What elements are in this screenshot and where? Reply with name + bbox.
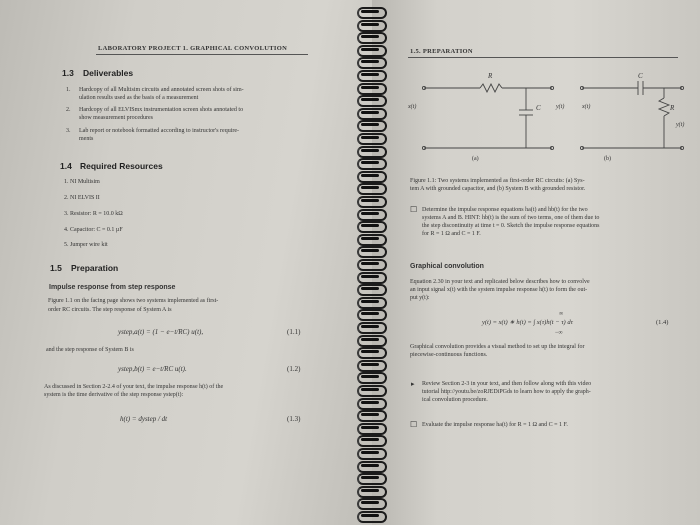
binding-ring — [355, 182, 385, 193]
section-1-3-title: Deliverables — [83, 68, 134, 78]
binding-ring — [355, 271, 385, 282]
figure-caption-line-a: Figure 1.1: Two systems implemented as first-order RC circuits: (a) Sys- — [410, 178, 585, 184]
deliverable-3-number: 3. — [66, 128, 71, 134]
equation-1-1-number: (1.1) — [287, 328, 301, 336]
resource-1: 1. NI Multisim — [64, 179, 100, 185]
binding-ring — [355, 245, 385, 256]
circuit-b-output-label: y(t) — [676, 122, 685, 128]
binding-ring — [355, 19, 385, 30]
para-1-line-b: order RC circuits. The step response of System A is — [48, 307, 172, 313]
right-running-header: 1.5. PREPARATION — [410, 48, 473, 55]
figure-caption-line-b: tem A with grounded capacitor, and (b) System B with grounded resistor. — [410, 186, 586, 192]
header-rule — [96, 54, 308, 55]
deliverable-2-line-b: show measurement procedures — [79, 115, 153, 121]
task-2-text: Evaluate the impulse response ha(t) for R = 1 Ω and C = 1 F. — [422, 422, 568, 428]
deliverable-3-line-b: ments — [79, 136, 94, 142]
right-header-rule — [408, 57, 678, 58]
binding-ring — [355, 359, 385, 370]
equation-1-3-number: (1.3) — [287, 415, 301, 423]
resource-5: 5. Jumper wire kit — [64, 242, 108, 248]
deliverable-1-number: 1. — [66, 87, 71, 93]
convolution-note-line-a: Graphical convolution provides a visual method to set up the integral for — [410, 344, 585, 350]
right-page — [372, 0, 700, 525]
convolution-para-line-b: an input signal x(t) with the system impulse response h(t) to form the out- — [410, 287, 588, 293]
section-1-5-title: Preparation — [71, 263, 119, 273]
task-1-checkbox: ☐ — [410, 205, 418, 214]
circuit-a-r-label: R — [488, 72, 493, 80]
binding-ring — [355, 485, 385, 496]
section-1-4-number: 1.4 — [60, 161, 72, 171]
binding-ring — [355, 107, 385, 118]
binding-ring — [355, 510, 385, 521]
binding-ring — [355, 157, 385, 168]
equation-1-4-number: (1.4) — [656, 319, 669, 326]
para-3-line-a: As discussed in Section 2-2.4 of your text, the impulse response h(t) of the — [44, 384, 224, 390]
binding-ring — [355, 497, 385, 508]
binding-ring — [355, 434, 385, 445]
circuit-b-c-label: C — [638, 72, 643, 80]
resource-2: 2. NI ELVIS II — [64, 195, 100, 201]
convolution-note-line-b: piecewise-continuous functions. — [410, 352, 488, 358]
binding-ring — [355, 460, 385, 471]
binding-ring — [355, 334, 385, 345]
binding-ring — [355, 170, 385, 181]
binding-ring — [355, 220, 385, 231]
binding-ring — [355, 258, 385, 269]
para-2: and the step response of System B is — [46, 347, 134, 353]
binding-ring — [355, 308, 385, 319]
task-1-line-a: Determine the impulse response equations ha(t) and hb(t) for the two — [422, 207, 588, 213]
deliverable-1-line-a: Hardcopy of all Multisim circuits and annotated screen shots of sim- — [79, 87, 244, 93]
resource-3: 3. Resistor: R = 10.0 kΩ — [64, 211, 123, 217]
deliverable-3-line-a: Lab report or notebook formatted according to instructor's require- — [79, 128, 240, 134]
left-running-header: LABORATORY PROJECT 1. GRAPHICAL CONVOLUTION — [98, 45, 288, 52]
binding-ring — [355, 447, 385, 458]
binding-ring — [355, 397, 385, 408]
binding-ring — [355, 82, 385, 93]
convolution-para-line-c: put y(t): — [410, 295, 430, 301]
binding-ring — [355, 371, 385, 382]
section-1-4-title: Required Resources — [80, 161, 163, 171]
para-3-line-b: system is the time derivative of the step response ystep(t): — [44, 392, 184, 398]
binding-ring — [355, 119, 385, 130]
binding-ring — [355, 145, 385, 156]
equation-1-2: ystep,b(t) = e−t/RC u(t). — [118, 365, 187, 373]
circuit-b-input-label: x(t) — [582, 104, 591, 110]
binding-ring — [355, 6, 385, 17]
circuit-a-c-label: C — [536, 104, 541, 112]
binding-ring — [355, 321, 385, 332]
para-1-line-a: Figure 1.1 on the facing page shows two systems implemented as first- — [48, 298, 219, 304]
section-1-3-number: 1.3 — [62, 68, 74, 78]
deliverable-2-line-a: Hardcopy of all ELVISmx instrumentation screen shots annotated to — [79, 107, 244, 113]
binding-ring — [355, 132, 385, 143]
integral-lower-limit: −∞ — [555, 330, 563, 336]
equation-1-2-number: (1.2) — [287, 365, 301, 373]
section-1-5-number: 1.5 — [50, 263, 62, 273]
resource-4: 4. Capacitor: C = 0.1 µF — [64, 227, 123, 233]
circuit-a-caption-tag: (a) — [472, 156, 479, 162]
circuit-b-r-label: R — [670, 104, 675, 112]
binding-ring — [355, 422, 385, 433]
binding-ring — [355, 94, 385, 105]
integral-upper-limit: ∞ — [559, 311, 564, 317]
review-line-b: tutorial http://youtu.be/zoRJEDiPGds to learn how to apply the graph- — [422, 389, 591, 395]
binding-ring — [355, 69, 385, 80]
equation-1-4: y(t) = x(t) ∗ h(t) = ∫ x(τ)h(t − τ) dτ — [482, 319, 573, 326]
review-line-c: ical convolution procedure. — [422, 397, 488, 403]
binding-ring — [355, 283, 385, 294]
deliverable-1-line-b: ulation results used as the basis of a measurement — [79, 95, 199, 101]
equation-1-3: h(t) = dystep / dt — [120, 415, 168, 423]
circuit-a-input-label: x(t) — [408, 104, 417, 110]
task-2-checkbox: ☐ — [410, 420, 418, 429]
task-1-line-c: the step discontinuity at time t = 0. Sketch the impulse response equations — [422, 223, 600, 229]
circuit-a-output-label: y(t) — [556, 104, 565, 110]
binding-ring — [355, 296, 385, 307]
binding-ring — [355, 472, 385, 483]
convolution-para-line-a: Equation 2.30 in your text and replicated below describes how to convolve — [410, 279, 590, 285]
binding-ring — [355, 31, 385, 42]
graphical-convolution-heading: Graphical convolution — [410, 263, 484, 270]
impulse-response-heading: Impulse response from step response — [49, 284, 176, 291]
review-line-a: Review Section 2-3 in your text, and then follow along with this video — [422, 381, 592, 387]
binding-ring — [355, 384, 385, 395]
binding-ring — [355, 208, 385, 219]
circuit-b-caption-tag: (b) — [604, 156, 611, 162]
deliverable-2-number: 2. — [66, 107, 71, 113]
binding-ring — [355, 56, 385, 67]
review-bullet: ▸ — [411, 380, 415, 388]
spiral-binding — [355, 0, 385, 525]
rc-circuit-diagrams — [402, 66, 692, 166]
binding-ring — [355, 346, 385, 357]
binding-ring — [355, 409, 385, 420]
task-1-line-b: systems A and B. HINT: hb(t) is the sum of two terms, one of them due to — [422, 215, 600, 221]
binding-ring — [355, 233, 385, 244]
binding-ring — [355, 195, 385, 206]
binding-ring — [355, 44, 385, 55]
task-1-line-d: for R = 1 Ω and C = 1 F. — [422, 231, 481, 237]
equation-1-1: ystep,a(t) = (1 − e−t/RC) u(t), — [118, 328, 204, 336]
